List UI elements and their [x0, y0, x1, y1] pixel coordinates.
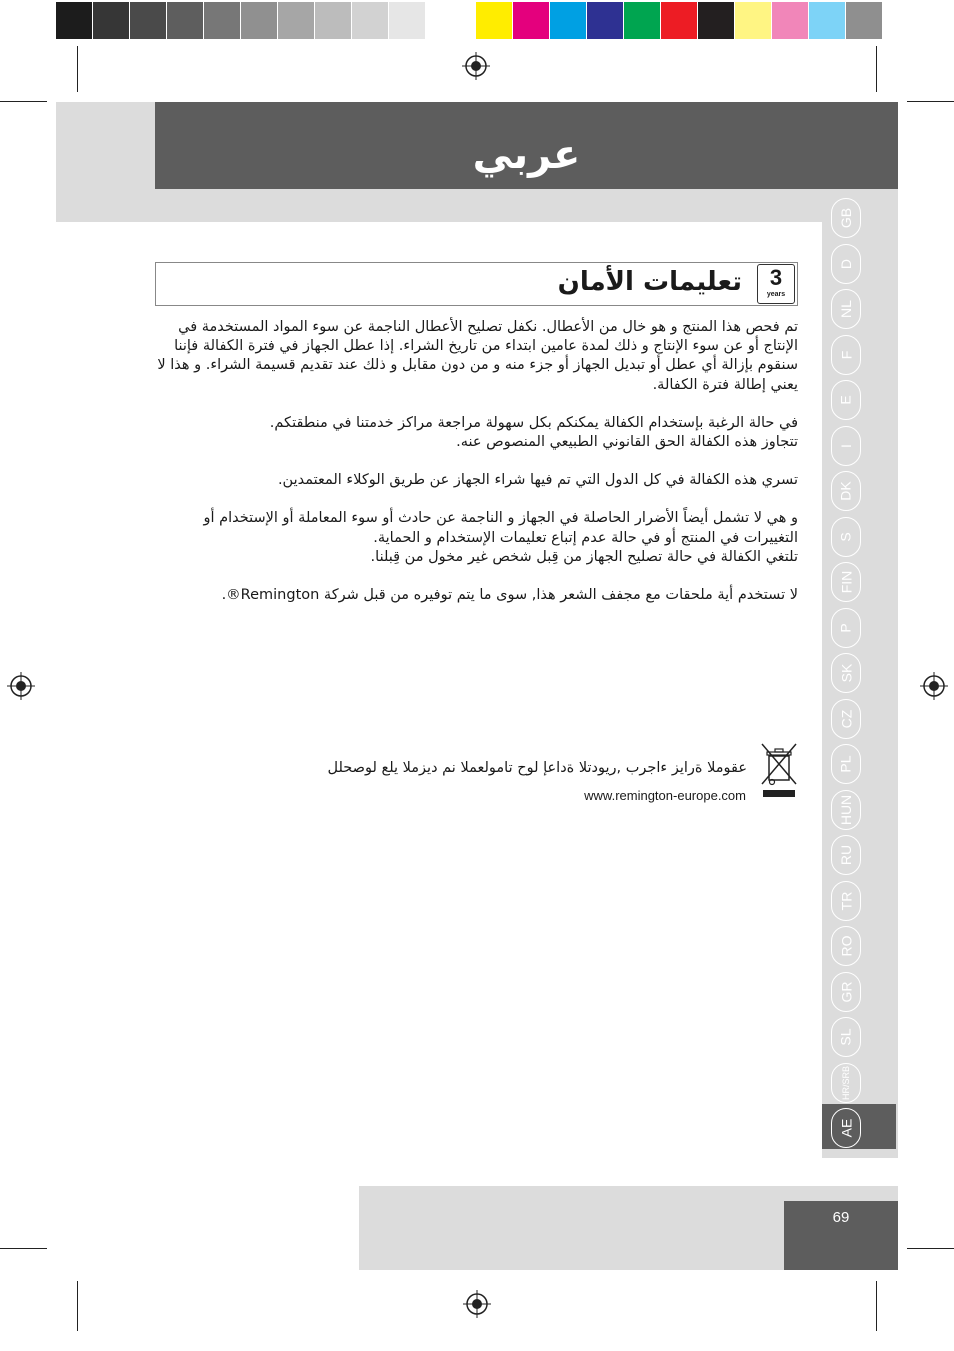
- color-swatch: [93, 2, 130, 39]
- color-swatch: [735, 2, 772, 39]
- crop-mark: [907, 1248, 954, 1249]
- color-swatch: [463, 2, 476, 39]
- language-tab-label: P: [838, 622, 854, 633]
- color-swatch: [698, 2, 735, 39]
- website-link[interactable]: www.remington-europe.com: [584, 788, 746, 803]
- language-tab-tr[interactable]: [831, 881, 861, 921]
- language-tab-label: TR: [837, 891, 854, 910]
- crop-mark: [77, 1281, 78, 1331]
- color-swatch: [130, 2, 167, 39]
- paragraph-warranty-coverage: تم فحص هذا المنتج و هو خال من الأعطال. نكفل تصليح الأعطال الناجمة عن سوء المواد المستخدمة في الإنتاج أو عن سوء الإنتاج و ذلك لمدة عامين ابتداء من تاريخ الشراء. إذا عطل الجهاز في فترة الكفالة فإننا سنقوم بإزالة أي عطل أو تبديل الجهاز أو جزء منه و من دون مقابل و ذلك عند تقديم قسيمة الشراء. و هذا لا يعني إطالة فترة الكفالة.: [157, 319, 798, 393]
- language-tab-label: PL: [838, 755, 854, 773]
- section-title: تعليمات الأمان: [557, 267, 742, 297]
- guarantee-years-number: 3: [769, 265, 783, 290]
- page-number-box: [784, 1201, 898, 1270]
- language-tab-i[interactable]: [831, 426, 861, 466]
- three-year-guarantee-icon: [757, 264, 795, 304]
- color-swatch: [513, 2, 550, 39]
- color-swatch: [278, 2, 315, 39]
- language-tab-f[interactable]: [831, 335, 861, 375]
- language-tab-label: AE: [838, 1118, 854, 1138]
- color-calibration-strip: [56, 2, 898, 39]
- color-swatch: [241, 2, 278, 39]
- color-swatch: [587, 2, 624, 39]
- color-swatch: [352, 2, 389, 39]
- crop-mark: [876, 1281, 877, 1331]
- registration-mark-icon: [7, 672, 35, 700]
- color-swatch: [661, 2, 698, 39]
- color-swatch: [624, 2, 661, 39]
- language-tab-label: RU: [837, 844, 854, 866]
- language-title-band: [155, 102, 898, 189]
- language-tab-ae[interactable]: [831, 1108, 861, 1148]
- color-swatch: [772, 2, 809, 39]
- language-tab-hun[interactable]: [831, 790, 861, 830]
- color-swatch: [204, 2, 241, 39]
- language-tab-label: FIN: [838, 570, 854, 594]
- language-tab-label: E: [838, 395, 854, 405]
- language-tab-gr[interactable]: [831, 972, 861, 1012]
- paragraph-statutory-rights: تتجاوز هذه الكفالة الحق القانوني الطبيعي المنصوص عنه.: [456, 434, 798, 451]
- recycling-info-text: عقوملا ةرايز ءاجرب ,ريودتلا ةداعإ لوح تامولعملا نم ديزملا يلع لوصحلل: [327, 760, 747, 776]
- crop-mark: [77, 46, 78, 92]
- color-swatch: [426, 2, 463, 39]
- crop-mark: [0, 1248, 47, 1249]
- guarantee-years-label: years: [766, 291, 786, 298]
- paragraph-countries: تسري هذه الكفالة في كل الدول التي تم فيها شراء الجهاز عن طريق الوكلاء المعتمدين.: [277, 472, 798, 489]
- paragraph-accessories: لا تستخدم أية ملحقات مع مجفف الشعر هذا, سوى ما يتم توفيره من قبل شركة Remington®.: [221, 587, 798, 604]
- crossed-out-bin-icon: [758, 738, 800, 800]
- language-tab-sk[interactable]: [831, 653, 861, 693]
- language-tab-ru[interactable]: [831, 835, 861, 875]
- language-tab-d[interactable]: [831, 244, 861, 284]
- language-tab-s[interactable]: [831, 517, 861, 557]
- language-tab-sl[interactable]: [831, 1017, 861, 1057]
- paragraph-service-centers: في حالة الرغبة بإستخدام الكفالة يمكنكم بكل سهولة مراجعة مراكز خدمتنا في منطقتكم.: [269, 414, 798, 431]
- page-number: 69: [832, 1209, 850, 1226]
- language-tab-label: GR: [838, 981, 854, 1002]
- language-tab-fin[interactable]: [831, 562, 861, 602]
- language-tab-label: RO: [838, 935, 854, 957]
- color-swatch: [389, 2, 426, 39]
- language-tab-label: SK: [838, 663, 854, 683]
- language-tab-label: SL: [838, 1028, 854, 1046]
- color-swatch: [315, 2, 352, 39]
- language-tab-label: HUN: [838, 794, 854, 825]
- language-tab-label: F: [838, 350, 854, 359]
- language-tab-p[interactable]: [831, 608, 861, 648]
- language-tab-ro[interactable]: [831, 926, 861, 966]
- language-tab-label: I: [837, 443, 854, 448]
- section-header: [155, 262, 798, 306]
- crop-mark: [907, 101, 954, 102]
- language-tab-label: HR/SRB: [841, 1065, 852, 1100]
- language-tab-dk[interactable]: [831, 471, 861, 511]
- color-swatch: [476, 2, 513, 39]
- color-swatch: [56, 2, 93, 39]
- paragraph-exclusions: و هي لا تشمل أيضاً الأضرار الحاصلة في الجهاز و الناجمة عن حادث أو سوء المعاملة أو الإستخدام أو التغييرات في المنتج أو في حالة عدم إتباع تعليمات الإستخدام و الحماية.: [203, 510, 798, 546]
- language-tab-label: CZ: [837, 709, 854, 728]
- language-tab-label: GB: [837, 207, 854, 229]
- language-tab-label: S: [838, 531, 854, 542]
- language-tab-label: DK: [837, 481, 854, 501]
- registration-mark-icon: [462, 52, 490, 80]
- language-tab-cz[interactable]: [831, 699, 861, 739]
- crop-mark: [0, 101, 47, 102]
- language-title: عربي: [472, 132, 581, 178]
- language-tab-e[interactable]: [831, 380, 861, 420]
- language-tab-label: D: [838, 258, 854, 269]
- language-tab-label: NL: [838, 300, 854, 318]
- language-tab-gb[interactable]: [831, 198, 861, 238]
- color-swatch: [550, 2, 587, 39]
- language-tab-pl[interactable]: [831, 744, 861, 784]
- warranty-text: [155, 318, 798, 624]
- color-swatch: [167, 2, 204, 39]
- registration-mark-icon: [463, 1290, 491, 1318]
- registration-mark-icon: [920, 672, 948, 700]
- color-swatch: [809, 2, 846, 39]
- crop-mark: [876, 46, 877, 92]
- language-tab-hr-srb[interactable]: [831, 1063, 861, 1103]
- paragraph-unauthorized-repair: تلتغي الكفالة في حالة تصليح الجهاز من قِبل شخص غير مخول من قِبلنا.: [370, 548, 798, 565]
- language-tab-nl[interactable]: [831, 289, 861, 329]
- color-swatch: [846, 2, 883, 39]
